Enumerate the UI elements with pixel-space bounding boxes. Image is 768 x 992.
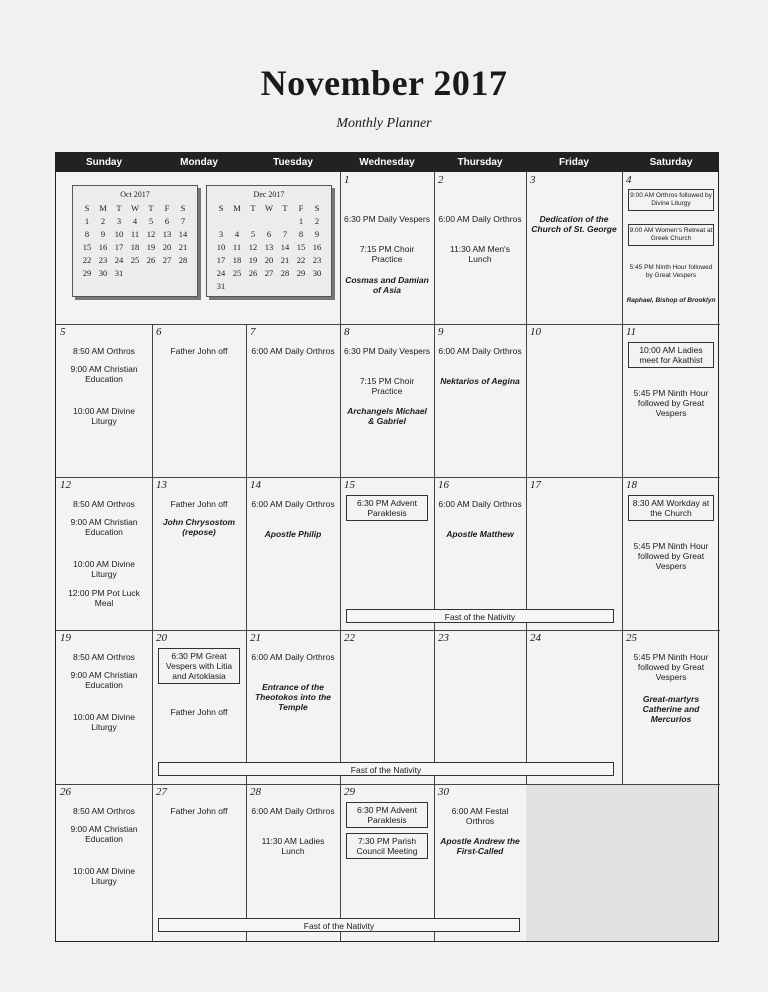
mini-calendar-oct [72, 185, 198, 297]
feast: Dedication of the Church of St. George [531, 214, 617, 234]
event: 6:30 PM Daily Vespers [344, 346, 430, 356]
day-number: 18 [626, 479, 637, 491]
day-cell[interactable] [526, 172, 622, 324]
day-number: 28 [250, 786, 261, 798]
day-cell[interactable] [340, 630, 434, 784]
mini-calendar-table: S M T W T F S 1 2 3 4 5 6 7 8 9 10 11 12 13 14 15 16 17 18 19 20 21 22 23 24 25 26 27 28 29 30 31 [82, 202, 188, 278]
weekday-tuesday: Tuesday [273, 157, 313, 168]
day-number: 23 [438, 632, 449, 644]
day-number: 3 [530, 174, 536, 186]
event: 6:30 PM Daily Vespers [344, 214, 430, 224]
day-number: 4 [626, 174, 632, 186]
day-number: 20 [156, 632, 167, 644]
day-number: 30 [438, 786, 449, 798]
day-cell[interactable] [56, 477, 152, 630]
event: 5:45 PM Ninth Hour followed by Great Vespers [633, 388, 709, 418]
day-cell[interactable] [340, 477, 434, 630]
feast: Raphael, Bishop of Brooklyn [626, 297, 716, 304]
day-cell[interactable] [152, 477, 246, 630]
empty-region [526, 784, 718, 941]
day-cell[interactable] [526, 477, 622, 630]
event-box: 7:30 PM Parish Council Meeting [346, 833, 428, 859]
weekday-saturday: Saturday [649, 157, 693, 168]
event: 6:00 AM Daily Orthros [438, 499, 522, 509]
day-cell[interactable] [246, 630, 340, 784]
mini-calendar-title: Dec 2017 [253, 190, 285, 199]
mini-calendar-table: S M T W T F S 1 2 3 4 5 6 7 8 9 10 11 12 13 14 15 16 17 18 19 20 21 22 23 24 25 26 27 28 29 30 31 [216, 202, 322, 291]
event: 7:15 PM Choir Practice [359, 376, 415, 396]
day-cell[interactable] [526, 324, 622, 477]
fast-bar: Fast of the Nativity [158, 918, 520, 932]
day-number: 25 [626, 632, 637, 644]
day-cell[interactable] [434, 172, 526, 324]
feast: John Chrysostom (repose) [162, 517, 236, 537]
day-cell[interactable] [526, 630, 622, 784]
day-number: 26 [60, 786, 71, 798]
event: 6:00 AM Daily Orthros [251, 499, 335, 509]
event: 9:00 AM Christian Education [70, 364, 138, 384]
event: 11:30 AM Men's Lunch [449, 244, 511, 264]
day-number: 19 [60, 632, 71, 644]
day-number: 2 [438, 174, 444, 186]
weekday-wednesday: Wednesday [359, 157, 415, 168]
day-number: 13 [156, 479, 167, 491]
fast-bar: Fast of the Nativity [158, 762, 614, 776]
event-box: 6:30 PM Advent Paraklesis [346, 802, 428, 828]
page-subtitle: Monthly Planner [336, 116, 432, 131]
event: 8:50 AM Orthros [73, 346, 135, 356]
day-cell[interactable] [152, 630, 246, 784]
day-cell[interactable] [622, 477, 720, 630]
day-cell[interactable] [246, 477, 340, 630]
day-cell[interactable] [622, 172, 720, 324]
mini-calendar-dec [206, 185, 332, 297]
day-number: 11 [626, 326, 637, 338]
event: 5:45 PM Ninth Hour followed by Great Vespers [633, 541, 709, 571]
day-cell[interactable] [340, 324, 434, 477]
weekday-friday: Friday [558, 157, 589, 168]
feast: Apostle Matthew [446, 529, 514, 539]
day-cell[interactable] [622, 324, 720, 477]
day-number: 29 [344, 786, 355, 798]
day-cell[interactable] [434, 477, 526, 630]
day-number: 27 [156, 786, 167, 798]
feast: Apostle Philip [264, 529, 322, 539]
day-cell[interactable] [56, 324, 152, 477]
day-number: 6 [156, 326, 162, 338]
event: 12:00 PM Pot Luck Meal [68, 588, 140, 608]
feast: Apostle Andrew the First-Called [440, 836, 520, 856]
event: 5:45 PM Ninth Hour followed by Great Vespers [633, 652, 709, 682]
event: 8:50 AM Orthros [73, 652, 135, 662]
event: 9:00 AM Christian Education [70, 670, 138, 690]
day-number: 15 [344, 479, 355, 491]
feast: Entrance of the Theotokos into the Temple [254, 682, 332, 712]
weekday-sunday: Sunday [85, 157, 123, 168]
event: 9:00 AM Christian Education [70, 517, 138, 537]
weekday-header [56, 153, 718, 172]
event-box: 10:00 AM Ladies meet for Akathist [628, 342, 714, 368]
day-cell[interactable] [246, 324, 340, 477]
day-cell[interactable] [56, 630, 152, 784]
day-number: 12 [60, 479, 71, 491]
day-cell[interactable] [622, 630, 720, 784]
day-number: 1 [344, 174, 350, 186]
day-number: 21 [250, 632, 261, 644]
event: 6:00 AM Daily Orthros [438, 346, 522, 356]
mini-calendar-title: Oct 2017 [120, 190, 150, 199]
weekday-thursday: Thursday [457, 157, 503, 168]
event: 10:00 AM Divine Liturgy [73, 866, 135, 886]
day-number: 16 [438, 479, 449, 491]
event: 6:00 AM Daily Orthros [251, 346, 335, 356]
page-title: November 2017 [260, 63, 508, 103]
event: 10:00 AM Divine Liturgy [73, 406, 135, 426]
event: Father John off [170, 499, 228, 509]
day-number: 14 [250, 479, 261, 491]
calendar-grid [55, 152, 719, 942]
day-number: 17 [530, 479, 541, 491]
event: 6:00 AM Daily Orthros [251, 806, 335, 816]
day-number: 24 [530, 632, 541, 644]
event: 10:00 AM Divine Liturgy [73, 559, 135, 579]
day-cell[interactable] [152, 324, 246, 477]
event: Father John off [170, 346, 228, 356]
weekday-monday: Monday [180, 157, 218, 168]
event: Father John off [170, 707, 228, 717]
day-number: 10 [530, 326, 541, 338]
event: Father John off [170, 806, 228, 816]
day-cell[interactable] [434, 630, 526, 784]
feast: Nektarios of Aegina [440, 376, 520, 386]
event: 6:00 AM Daily Orthros [251, 652, 335, 662]
day-number: 5 [60, 326, 66, 338]
event: 10:00 AM Divine Liturgy [73, 712, 135, 732]
feast: Great-martyrs Catherine and Mercurios [642, 694, 700, 724]
feast: Archangels Michael & Gabriel [347, 406, 427, 426]
event: 7:15 PM Choir Practice [359, 244, 415, 264]
fast-bar: Fast of the Nativity [346, 609, 614, 623]
event-box: 9:00 AM Orthros followed by Divine Liturgy [628, 189, 714, 211]
event: 8:50 AM Orthros [73, 499, 135, 509]
day-cell[interactable] [340, 172, 434, 324]
day-cell[interactable] [434, 324, 526, 477]
day-number: 7 [250, 326, 256, 338]
event: 6:00 AM Festal Orthros [451, 806, 509, 826]
event: 5:45 PM Ninth Hour followed by Great Vespers [629, 264, 713, 279]
event: 11:30 AM Ladies Lunch [261, 836, 325, 856]
day-number: 22 [344, 632, 355, 644]
event-box: 6:30 PM Advent Paraklesis [346, 495, 428, 521]
event-box: 9:00 AM Women's Retreat at Greek Church [628, 224, 714, 246]
day-cell[interactable] [56, 784, 152, 941]
day-number: 8 [344, 326, 350, 338]
event: 6:00 AM Daily Orthros [438, 214, 522, 224]
event-box: 8:30 AM Workday at the Church [628, 495, 714, 521]
feast: Cosmas and Damian of Asia [345, 275, 429, 295]
day-number: 9 [438, 326, 444, 338]
event: 8:50 AM Orthros [73, 806, 135, 816]
event-box: 6:30 PM Great Vespers with Litia and Artoklasia [158, 648, 240, 684]
event: 9:00 AM Christian Education [70, 824, 138, 844]
